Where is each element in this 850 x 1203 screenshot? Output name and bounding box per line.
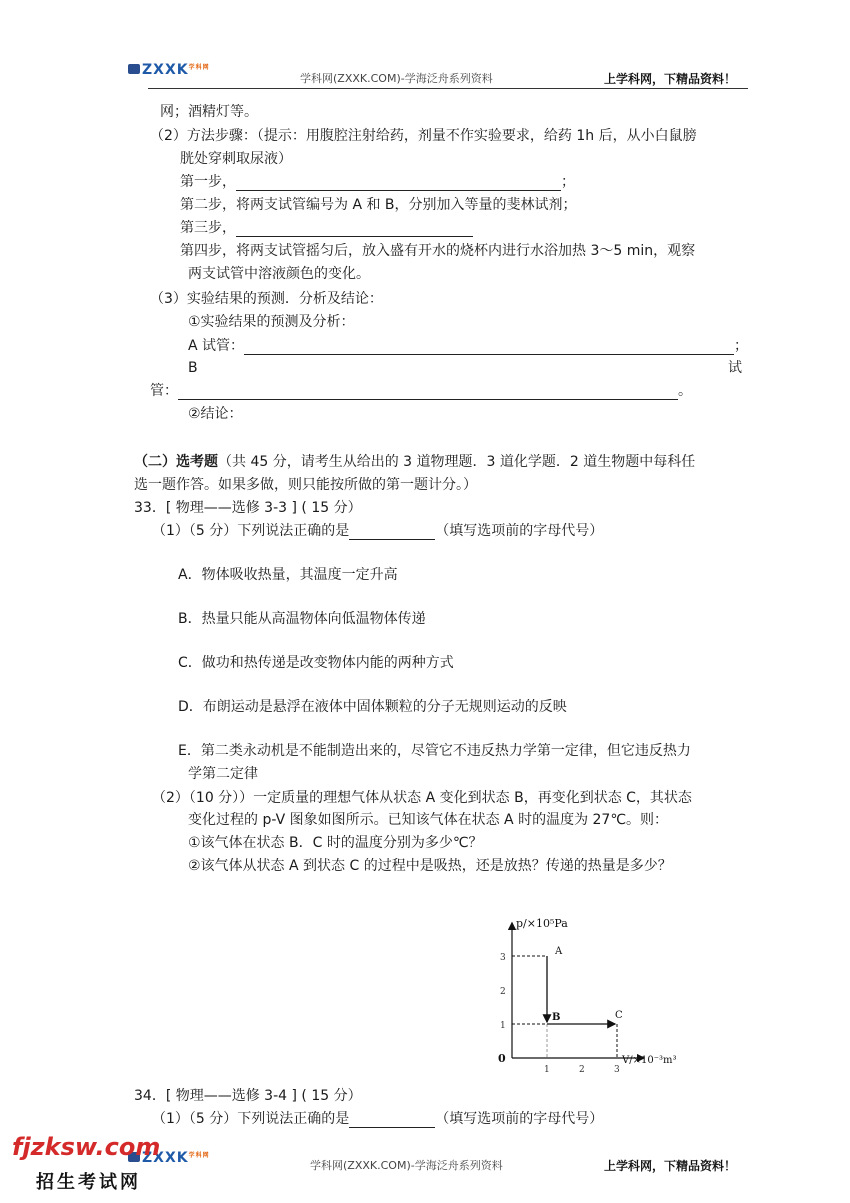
q33-part1-text: （1）（5 分）下列说法正确的是: [152, 523, 350, 539]
header-logo: [128, 62, 210, 78]
logo-sub: 学科网: [188, 64, 210, 71]
section-title-rest: （共 45 分，请考生从给出的 3 道物理题．3 道化学题．2 道生物题中每科任: [218, 454, 696, 470]
step2-heading-cont: 胱处穿刺取尿液）: [180, 151, 292, 167]
y-tick-label: 1: [500, 1021, 506, 1031]
footer-center: 学科网(ZXXK.COM)-学海泛舟系列资料: [310, 1159, 503, 1172]
step-1-end: ；: [561, 174, 575, 190]
section-title-bold: （二）选考题: [134, 454, 218, 470]
q34-part1-text: （1）（5 分）下列说法正确的是: [152, 1111, 350, 1127]
x-tick-label: 2: [579, 1065, 585, 1075]
x-tick-label: 1: [544, 1065, 550, 1075]
pv-chart: [490, 895, 710, 1075]
line-net: 网；酒精灯等。: [160, 104, 258, 120]
y-tick-label: 2: [500, 987, 506, 997]
option-e-cont: 学第二定律: [188, 766, 258, 782]
q34-part1: [152, 1110, 603, 1128]
q33-part2-cont: 变化过程的 p-V 图象如图所示。已知该气体在状态 A 时的温度为 27℃。则：: [188, 812, 669, 828]
step-1-label: 第一步，: [180, 174, 236, 190]
tube-b-blank: [178, 385, 678, 400]
tube-b-end: 。: [678, 383, 692, 399]
step-4: 第四步，将两支试管摇匀后，放入盛有开水的烧杯内进行水浴加热 3～5 min，观察: [180, 243, 696, 259]
step-3-label: 第三步，: [180, 220, 236, 236]
tube-a-end: ；: [734, 338, 749, 354]
tube-a-blank: [244, 340, 734, 355]
result-heading: （3）实验结果的预测．分析及结论：: [150, 291, 383, 307]
y-axis-label: p/×10⁵Pa: [516, 916, 568, 930]
q33-part1: [152, 522, 603, 540]
tube-b-label: B: [188, 360, 198, 376]
option-b: B．热量只能从高温物体向低温物体传递: [178, 611, 426, 627]
header-center: 学科网(ZXXK.COM)-学海泛舟系列资料: [300, 72, 493, 85]
q34-title: 34．[ 物理——选修 3-4 ] ( 15 分）: [134, 1088, 362, 1104]
q33-part1-hint: （填写选项前的字母代号）: [435, 523, 604, 539]
origin-label: 0: [498, 1052, 506, 1065]
logo-graduate-icon: [128, 64, 140, 74]
y-tick-label: 3: [500, 953, 506, 963]
watermark-cn: 招生考试网: [36, 1172, 141, 1193]
step-3-blank: [236, 222, 473, 237]
step2-heading: （2）方法步骤：（提示：用腹腔注射给药，剂量不作实验要求，给药 1h 后，从小白鼠膀: [150, 128, 697, 144]
point-label-c: C: [615, 1010, 623, 1021]
step-1-blank: [236, 176, 561, 191]
option-a: A．物体吸收热量，其温度一定升高: [178, 567, 398, 583]
option-c: C．做功和热传递是改变物体内能的两种方式: [178, 655, 454, 671]
x-axis-label: V/×10⁻³m³: [622, 1055, 677, 1066]
step-2: 第二步，将两支试管编号为 A 和 B，分别加入等量的斐林试剂；: [180, 197, 577, 213]
q33-title: 33．[ 物理——选修 3-3 ] ( 15 分）: [134, 500, 362, 516]
q34-part1-blank: [349, 1113, 435, 1128]
tube-b-tail: 试: [728, 360, 742, 376]
footer-logo-text: ZXXK: [142, 1150, 189, 1166]
step-3: [180, 219, 473, 237]
result-prediction: ①实验结果的预测及分析：: [188, 314, 355, 330]
step-1: [180, 173, 575, 191]
section-title-cont: 选一题作答。如果多做，则只能按所做的第一题计分。）: [134, 477, 477, 493]
tube-b-line: [150, 382, 692, 400]
header-right: 上学科网，下精品资料！: [604, 72, 737, 86]
q33-part1-blank: [349, 525, 435, 540]
tube-a: [188, 337, 748, 355]
conclusion: ②结论：: [188, 406, 243, 422]
tube-a-label: A 试管：: [188, 338, 245, 354]
q33-part2-q2: ②该气体从状态 A 到状态 C 的过程中是吸热，还是放热？传递的热量是多少？: [188, 858, 672, 874]
point-label-a: A: [555, 946, 563, 957]
header-rule: [148, 88, 748, 89]
x-tick-label: 3: [614, 1065, 620, 1075]
q34-part1-hint: （填写选项前的字母代号）: [435, 1111, 604, 1127]
watermark-site: fjzksw.com: [12, 1133, 161, 1161]
step-4-cont: 两支试管中溶液颜色的变化。: [188, 266, 370, 282]
point-label-b: B: [552, 1012, 561, 1023]
logo-text: ZXXK: [142, 62, 189, 78]
footer-logo-sub: 学科网: [188, 1152, 210, 1159]
footer-right: 上学科网，下精品资料！: [604, 1159, 737, 1173]
option-d: D．布朗运动是悬浮在液体中固体颗粒的分子无规则运动的反映: [178, 699, 567, 715]
q33-part2-q1: ①该气体在状态 B．C 时的温度分别为多少℃？: [188, 835, 483, 851]
option-e: E．第二类永动机是不能制造出来的，尽管它不违反热力学第一定律，但它违反热力: [178, 743, 691, 759]
section-title: [134, 453, 695, 471]
tube-b2-label: 管：: [150, 383, 178, 399]
q33-part2: （2）（10 分））一定质量的理想气体从状态 A 变化到状态 B，再变化到状态 C，其状态: [152, 790, 692, 806]
